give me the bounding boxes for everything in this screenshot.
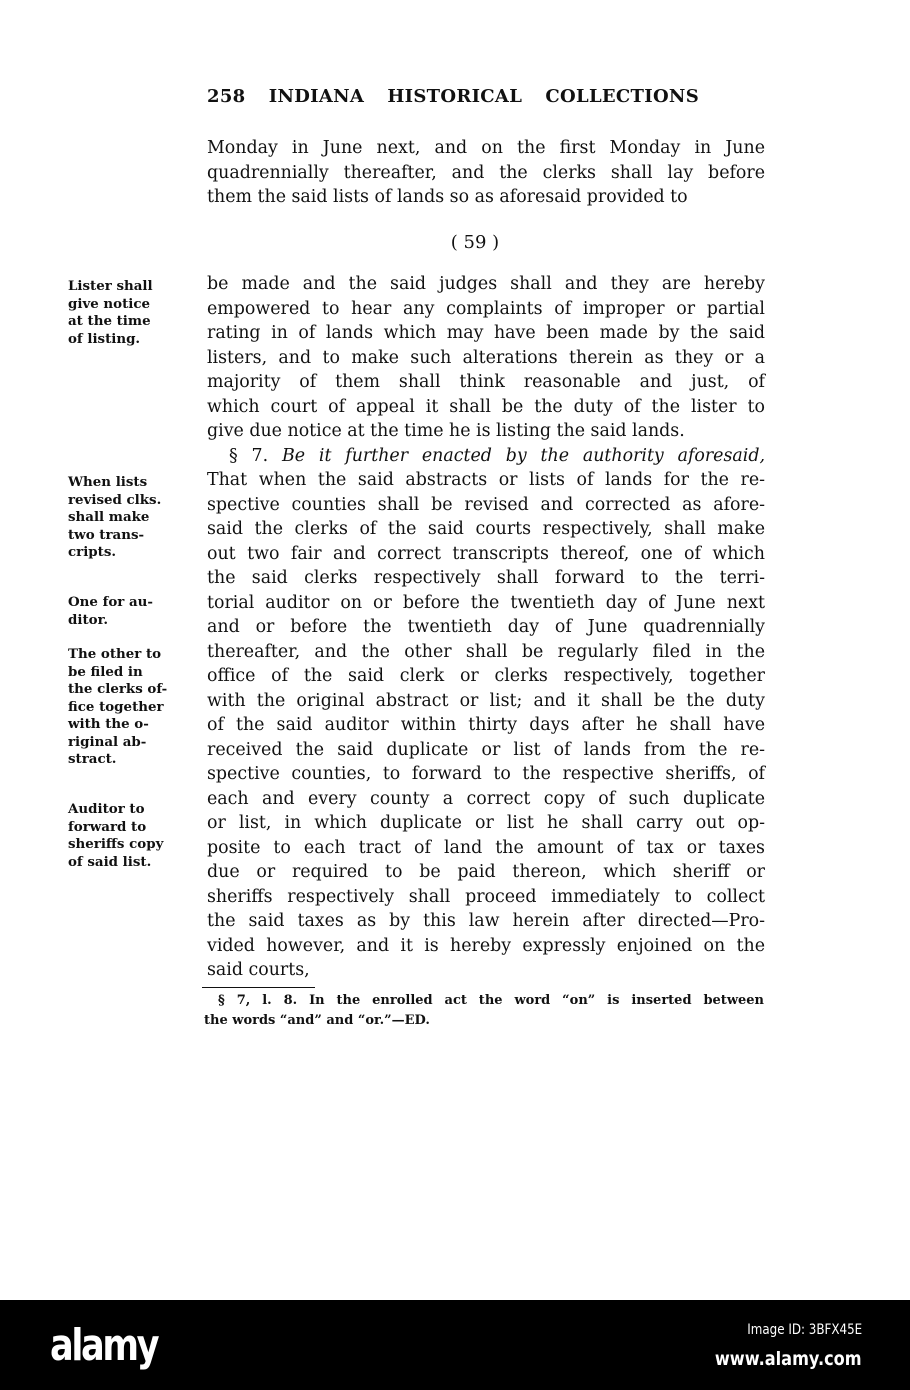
running-header [207,86,699,107]
margin-note-line: cripts. [68,544,117,560]
margin-note [68,278,178,348]
margin-note-line: of listing. [68,330,141,347]
text-line: listers, and to make such alterations therein as they or a [207,347,765,368]
footnote [204,991,764,1031]
margin-note-line: riginal ab- [68,733,147,750]
margin-note [68,594,178,629]
footnote-line: § 7, l. 8. In the enrolled act the word “on” is inserted between [218,993,764,1008]
footnote-rule [202,987,315,988]
text-line: Monday in June next, and on the first Monday in June [207,138,765,158]
margin-note-line: two trans- [68,526,145,543]
text-line: and or before the twentieth day of June quadrennially [207,617,765,637]
running-title: INDIANA HISTORICAL COLLECTIONS [268,86,699,107]
text-line: give due notice at the time he is listing the said lands. [207,421,685,441]
margin-note-line: fice together [68,698,164,715]
text-line: said the clerks of the said courts respectively, shall make [207,519,765,539]
margin-note [68,474,178,562]
margin-note-line: revised clks. [68,491,162,508]
margin-note-line: When lists [68,474,148,490]
margin-note-line: ditor. [68,611,109,628]
margin-note-line: stract. [68,751,117,767]
text-line: received the said duplicate or list of lands from the re- [207,739,765,760]
margin-note-line: One for au- [68,594,153,610]
text-line: them the said lists of lands so as aforesaid provided to [207,187,688,207]
margin-note-line: at the time [68,313,151,329]
enacting-clause: Be it further enacted by the authority aforesaid, [281,445,765,466]
text-line: spective counties shall be revised and corrected as afore- [207,494,765,515]
text-line: majority of them shall think reasonable and just, of [207,372,765,392]
margin-note-line: be filed in [68,663,143,680]
text-line: thereafter, and the other shall be regularly filed in the [207,641,765,662]
text-line: be made and the said judges shall and they are hereby [207,274,765,294]
margin-note-line: Lister shall [68,278,153,294]
section-number: § 7. [229,445,269,466]
margin-note-line: Auditor to [68,801,145,817]
watermark-url: www.alamy.com [715,1348,862,1370]
text-line: the said taxes as by this law herein after directed—Pro- [207,911,765,931]
text-line: or list, in which duplicate or list he shall carry out op- [207,813,765,833]
text-line: quadrennially thereafter, and the clerks shall lay before [207,162,765,183]
text-line: vided however, and it is hereby expressly enjoined on the [207,935,765,956]
text-line: with the original abstract or list; and it shall be the duty [207,690,765,711]
watermark-banner [0,1300,910,1390]
text-line: posite to each tract of land the amount of tax or taxes [207,837,765,858]
margin-note-line: give notice [68,295,151,312]
margin-note-line: The other to [68,646,162,662]
text-line: office of the said clerk or clerks respectively, together [207,666,765,686]
section-7-heading [207,444,765,469]
text-line: rating in of lands which may have been made by the said [207,323,765,343]
text-line: of the said auditor within thirty days after he shall have [207,715,765,735]
text-line: the said clerks respectively shall forward to the terri- [207,568,765,588]
text-line: sheriffs respectively shall proceed immediately to collect [207,886,765,907]
text-line: spective counties, to forward to the respective sheriffs, of [207,764,765,784]
text-line: That when the said abstracts or lists of lands for the re- [207,470,765,490]
text-line: which court of appeal it shall be the duty of the lister to [207,396,765,417]
alamy-logo: alamy [50,1320,158,1371]
margin-note-line: forward to [68,818,147,835]
text-line: empowered to hear any complaints of improper or partial [207,298,765,319]
margin-note [68,801,178,871]
margin-note-line: of said list. [68,853,152,870]
margin-note [68,646,178,769]
text-line: out two fair and correct transcripts thereof, one of which [207,543,765,564]
section-marker: ( 59 ) [450,232,500,253]
page-number: 258 [207,86,246,107]
footnote-line: the words “and” and “or.”—ED. [204,1013,430,1028]
text-line: due or required to be paid thereon, which sheriff or [207,862,765,882]
margin-note-line: sheriffs copy [68,836,164,852]
image-id: Image ID: 3BFX45E [747,1322,862,1338]
continued-paragraph [207,136,765,210]
margin-note-line: the clerks of- [68,681,168,697]
main-text [207,272,765,983]
text-line: torial auditor on or before the twentieth day of June next [207,592,765,613]
text-line: each and every county a correct copy of such duplicate [207,788,765,809]
margin-note-line: with the o- [68,716,149,732]
text-line: said courts, [207,960,310,980]
margin-note-line: shall make [68,509,150,525]
